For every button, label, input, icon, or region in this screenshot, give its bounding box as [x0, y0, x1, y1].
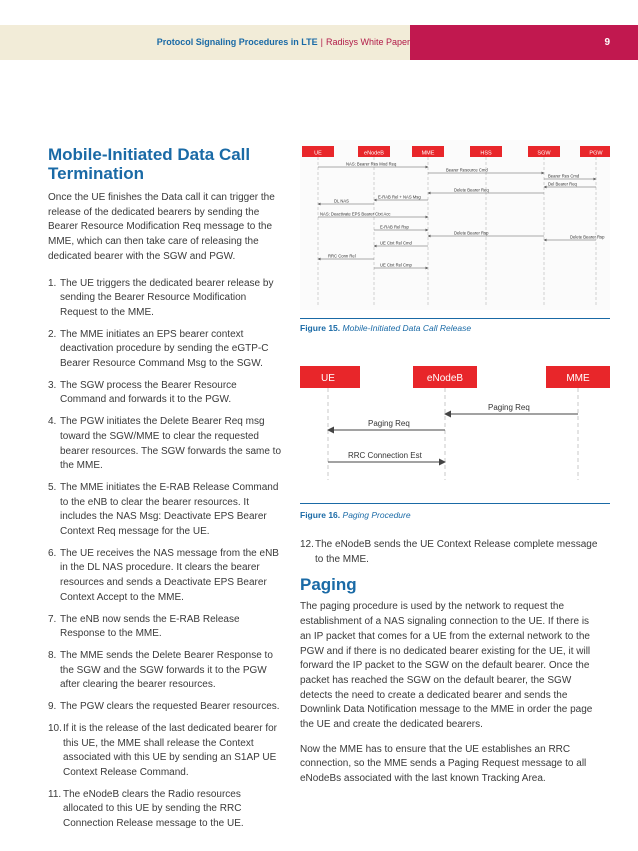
item-text: The eNodeB sends the UE Context Release complete message to the MME. — [315, 539, 598, 565]
header-title: Protocol Signaling Procedures in LTE | Radisys White Paper — [156, 37, 410, 47]
left-column — [48, 145, 283, 839]
item-text: The SGW process the Bearer Resource Command and forwards it to the PGW. — [60, 379, 237, 406]
figure-15-diagram — [300, 140, 610, 310]
list-item — [48, 481, 283, 540]
fig15-entity-label: HSS — [480, 150, 492, 157]
fig15-message-label: Bearer Resource Cmd — [446, 167, 488, 173]
figure-15-caption: Figure 15. Mobile-Initiated Data Call Release — [300, 323, 472, 333]
item-number: 5. — [48, 481, 57, 493]
item-text: If it is the release of the last dedicated bearer for this UE, the MME shall release the Context associated with this UE by sending an S1AP UE Context Release Command. — [63, 722, 278, 778]
item-text: The MME sends the Delete Bearer Response to the SGW and the SGW forwards it to the PGW after clearing the bearer resources. — [60, 649, 273, 691]
fig15-entity-label: PGW — [589, 150, 603, 157]
fig15-entity — [358, 146, 390, 157]
list-item — [48, 649, 283, 693]
fig16-entity — [300, 366, 360, 388]
section-heading-paging: Paging — [300, 575, 357, 595]
fig16-message-label: Paging Req — [488, 403, 530, 412]
figure-16-caption: Figure 16. Paging Procedure — [300, 510, 411, 520]
fig15-entity-label: eNodeB — [364, 150, 384, 157]
item-number: 12. — [300, 539, 314, 550]
list-item — [48, 277, 283, 321]
fig16-message-label: Paging Req — [368, 419, 410, 428]
figure-15-svg — [300, 140, 610, 310]
fig16-entity — [546, 366, 610, 388]
fig15-entity — [470, 146, 502, 157]
fig15-message-label: NAS: Deactivate EPS Bearer Ctxt Acc — [320, 211, 391, 217]
item-number: 7. — [48, 613, 57, 625]
figure-16-rule — [300, 503, 610, 504]
page-number: 9 — [604, 37, 610, 48]
list-item — [48, 700, 283, 715]
fig15-message-label: Delete Bearer Rsp — [454, 230, 489, 236]
list-item-12 — [300, 538, 600, 567]
list-item — [48, 415, 283, 474]
fig15-message-label: E-RAB Rel + NAS Msg — [378, 194, 421, 200]
intro-paragraph: Once the UE finishes the Data call it can trigger the release of the dedicated bearers by sending the Bearer Resource Modification Req message to the MME, which can then take care of releasing the dedicated bearer with the SGW and PGW. — [48, 192, 275, 262]
fig16-entity — [413, 366, 477, 388]
figure-15-rule — [300, 318, 610, 319]
fig15-message-label: Delete Bearer Req — [454, 187, 489, 193]
item-number: 10. — [48, 722, 62, 734]
list-item — [48, 328, 283, 372]
fig15-message-label: E-RAB Rel Rsp — [380, 224, 409, 230]
item-text: The PGW initiates the Delete Bearer Req msg toward the SGW/MME to clear the requested bearer resources. The SGW forwards the same to the MME. — [60, 416, 282, 472]
fig15-entity-label: UE — [314, 150, 322, 157]
list-item — [48, 379, 283, 408]
list-item — [48, 613, 283, 642]
item-number: 9. — [48, 701, 57, 713]
fig16-message-label: RRC Connection Est — [348, 451, 422, 460]
item-number: 1. — [48, 277, 57, 289]
figure-16-svg — [300, 362, 610, 482]
list-item — [48, 722, 283, 781]
item-number: 2. — [48, 328, 57, 340]
right-column-text — [300, 538, 600, 787]
fig15-message-label: DL NAS — [334, 198, 349, 204]
section-heading-data-call-termination: Mobile-Initiated Data Call Termination — [48, 145, 251, 183]
list-item — [48, 547, 283, 606]
item-text: The MME initiates an EPS bearer context deactivation procedure by sending the eGTP-C Bearer Resource Command Msg to the SGW. — [60, 328, 269, 370]
item-text: The UE receives the NAS message from the eNB in the DL NAS procedure. It clears the bearer resources and sends a Deactivate EPS Bearer Context Accept to the MME. — [60, 547, 279, 603]
fig15-message-label: Bearer Res Cmd — [548, 173, 580, 179]
fig15-entity — [528, 146, 560, 157]
fig15-entity — [412, 146, 444, 157]
page-header — [0, 0, 638, 86]
fig15-message-label: UE Ctxt Rel Cmp — [380, 262, 412, 268]
fig15-entity-label: MME — [421, 150, 435, 157]
item-text: The MME initiates the E-RAB Release Command to the eNB to clear the bearer resources. It includes the NAS Msg: Deactivate EPS Bearer Context Req message for the UE. — [60, 481, 279, 538]
item-number: 4. — [48, 416, 57, 428]
fig15-message-label: RRC Conn Rel — [328, 253, 356, 259]
item-number: 3. — [48, 379, 57, 391]
fig15-message-label: Del Bearer Req — [548, 181, 577, 187]
item-number: 8. — [48, 649, 57, 661]
steps-list — [48, 277, 283, 832]
fig16-entity-label: UE — [321, 373, 335, 384]
item-text: The PGW clears the requested Bearer resources. — [60, 701, 280, 713]
item-text: The eNodeB clears the Radio resources allocated to this UE by sending the RRC Connection Release message to the UE. — [63, 788, 244, 830]
paging-paragraph-1: The paging procedure is used by the network to request the establishment of a NAS signaling connection to the UE. If there is an IP packet that comes for a UE from the external network to the PGW and if there is no dedicated bearer existing for the UE, it will forward the IP packet to the SGW on the default bearer. Once the packet has reached the SGW on the default bearer, the SGW detects the need to create a dedicated bearer and sends the Downlink Data Notification message to the MME in order the page the UE and create the dedicated bearers. — [300, 601, 593, 731]
paging-paragraph-2: Now the MME has to ensure that the UE establishes an RRC connection, so the MME sends a Paging Request message to all eNodeBs associated with the last known Tracking Area. — [300, 743, 587, 785]
figure-16-diagram — [300, 362, 610, 482]
fig15-message-label: NAS: Bearer Res Mod Req — [346, 161, 397, 167]
fig15-entity — [302, 146, 334, 157]
item-number: 11. — [48, 788, 62, 800]
fig15-entity-label: SGW — [537, 150, 551, 157]
fig15-entity — [580, 146, 610, 157]
item-number: 6. — [48, 547, 57, 559]
fig16-entity-label: MME — [566, 373, 590, 384]
item-text: The UE triggers the dedicated bearer release by sending the Bearer Resource Modification Request to the MME. — [60, 277, 274, 318]
fig16-entity-label: eNodeB — [426, 373, 464, 384]
fig15-message-label: Delete Bearer Rsp — [570, 234, 605, 240]
list-item — [48, 788, 283, 832]
fig15-message-label: UE Ctxt Rel Cmd — [380, 240, 412, 246]
item-text: The eNB now sends the E-RAB Release Response to the MME. — [60, 613, 240, 640]
